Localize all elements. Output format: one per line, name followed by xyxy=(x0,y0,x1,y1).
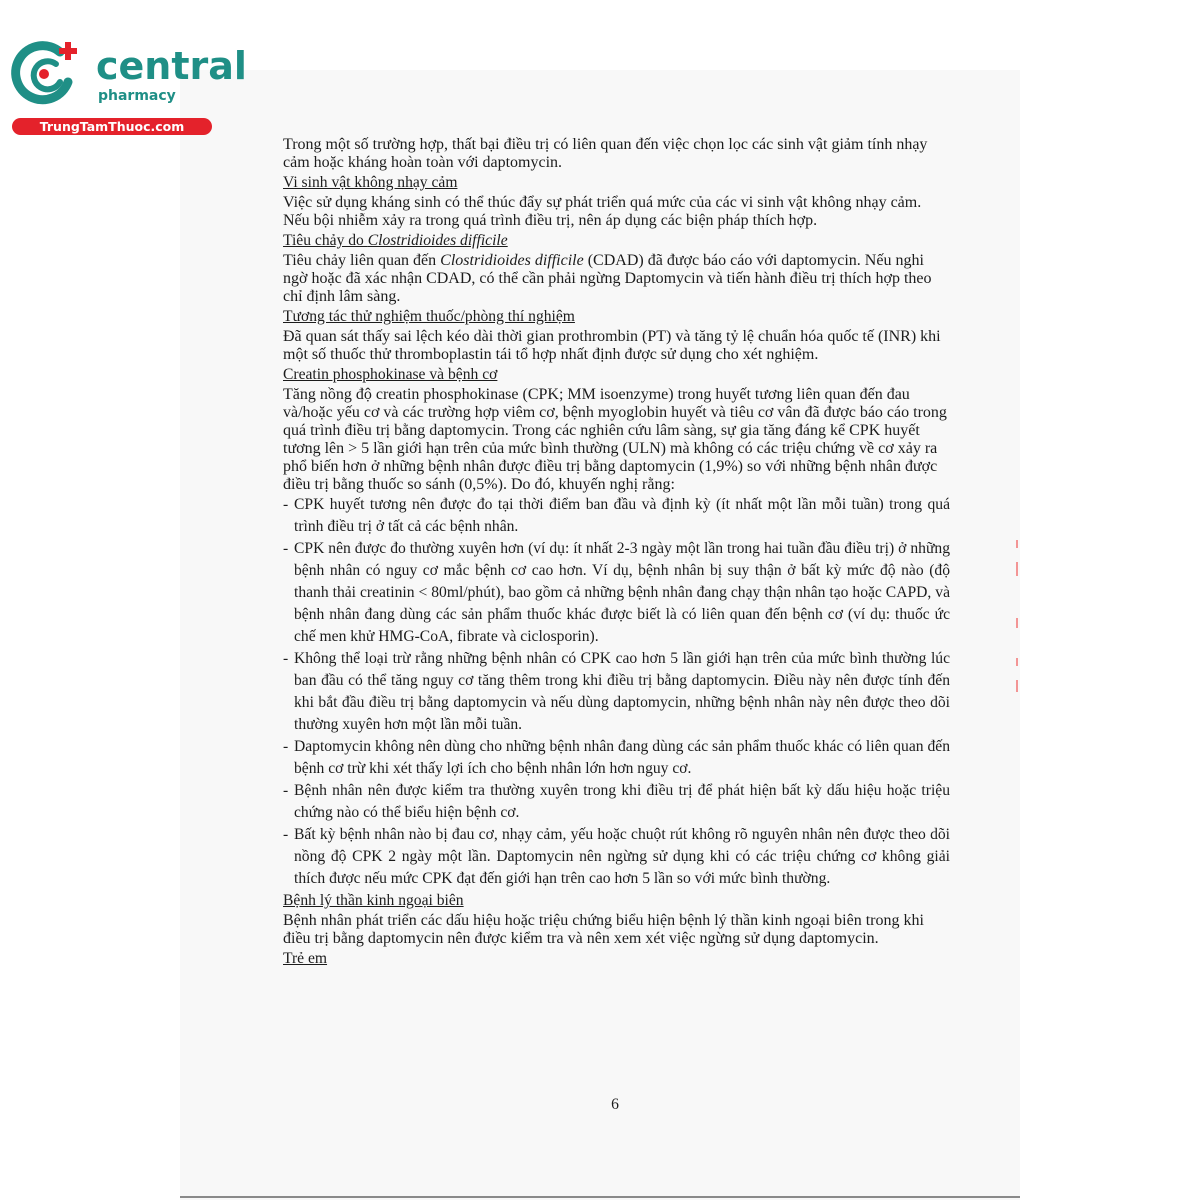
text-run: Tiêu chảy liên quan đến xyxy=(283,252,441,269)
text-run: Creatin phosphokinase và bệnh cơ xyxy=(283,366,498,383)
list-item xyxy=(283,494,950,538)
text-run: Bệnh nhân phát triển các dấu hiệu hoặc triệu chứng biểu hiện bệnh lý thần kinh ngoại biên trong khi điều trị bằng daptomycin nên được kiểm tra và nên xem xét việc ngừng sử dụng daptomycin. xyxy=(283,912,924,947)
logo-site-banner: TrungTamThuoc.com xyxy=(12,118,212,135)
text-run: Bệnh lý thần kinh ngoại biên xyxy=(283,892,464,909)
edge-stamp-marks xyxy=(1014,540,1022,700)
text-run: Tương tác thử nghiệm thuốc/phòng thí nghiệm xyxy=(283,308,575,325)
list-item-text: Bất kỳ bệnh nhân nào bị đau cơ, nhạy cảm, yếu hoặc chuột rút không rõ nguyên nhân nên được theo dõi nồng độ CPK 2 ngày một lần. Daptomycin nên ngừng sử dụng khi có các triệu chứng cơ không giải thích được nếu mức CPK đạt đến giới hạn trên cao hơn 5 lần so với mức bình thường. xyxy=(294,826,950,887)
list-item xyxy=(283,736,950,780)
section-heading xyxy=(283,364,950,386)
page-number: 6 xyxy=(611,1096,619,1113)
document-body xyxy=(283,136,950,970)
list-dash: - xyxy=(283,738,289,755)
italic-term: Clostridioides difficile xyxy=(440,252,584,269)
paragraph xyxy=(283,328,950,364)
section-heading xyxy=(283,230,950,252)
list-dash: - xyxy=(283,782,289,799)
list-dash: - xyxy=(283,540,289,557)
section-heading xyxy=(283,172,950,194)
text-run: Trẻ em xyxy=(283,950,328,967)
paragraph xyxy=(283,136,950,172)
list-dash: - xyxy=(283,496,289,513)
section-heading xyxy=(283,948,950,970)
paragraph xyxy=(283,252,950,306)
list-item xyxy=(283,824,950,890)
central-pharmacy-logo xyxy=(10,38,247,138)
list-item xyxy=(283,538,950,648)
list-item-text: Bệnh nhân nên được kiểm tra thường xuyên trong khi điều trị để phát hiện bất kỳ dấu hiệu hoặc triệu chứng nào có thể biểu hiện bệnh cơ. xyxy=(294,782,950,821)
list-item xyxy=(283,780,950,824)
text-run: Tăng nồng độ creatin phosphokinase (CPK; MM isoenzyme) trong huyết tương liên quan đến đau và/hoặc yếu cơ và các trường hợp viêm cơ, bệnh myoglobin huyết và tiêu cơ vân đã được báo cáo trong quá trình điều trị bằng daptomycin. Trong các nghiên cứu lâm sàng, sự gia tăng đáng kể CPK huyết tương lên > 5 lần giới hạn trên của mức bình thường (ULN) mà không có các triệu chứng về cơ xảy ra phổ biến hơn ở những bệnh nhân được điều trị bằng daptomycin (1,9%) so với những bệnh nhân được điều trị bằng thuốc so sánh (0,5%). Do đó, khuyến nghị rằng: xyxy=(283,386,947,493)
list-dash: - xyxy=(283,826,289,843)
section-heading xyxy=(283,890,950,912)
text-run: Đã quan sát thấy sai lệch kéo dài thời gian prothrombin (PT) và tăng tỷ lệ chuẩn hóa quốc tế (INR) khi một số thuốc thử thromboplastin tái tổ hợp nhất định được sử dụng cho xét nghiệm. xyxy=(283,328,941,363)
logo-sub-text: pharmacy xyxy=(98,88,176,104)
list-item-text: Daptomycin không nên dùng cho những bệnh nhân đang dùng các sản phẩm thuốc khác có liên quan đến bệnh cơ trừ khi xét thấy lợi ích cho bệnh nhân lớn hơn nguy cơ. xyxy=(294,738,950,777)
logo-brand-text: central xyxy=(96,44,247,88)
text-run: Tiêu chảy do xyxy=(283,232,368,249)
text-run: Vi sinh vật không nhạy cảm xyxy=(283,174,458,191)
list-item-text: CPK huyết tương nên được đo tại thời điểm ban đầu và định kỳ (ít nhất một lần mỗi tuần) trong quá trình điều trị ở tất cả các bệnh nhân. xyxy=(294,496,950,535)
list-item xyxy=(283,648,950,736)
paragraph xyxy=(283,912,950,948)
paragraph xyxy=(283,194,950,230)
bullet-list xyxy=(283,494,950,890)
list-item-text: Không thể loại trừ rằng những bệnh nhân có CPK cao hơn 5 lần giới hạn trên của mức bình thường lúc ban đầu có thể tăng nguy cơ tăng thêm trong khi điều trị bằng daptomycin. Điều này nên được tính đến khi bắt đầu điều trị bằng daptomycin và nếu dùng daptomycin, những bệnh nhân này nên được theo dõi thường xuyên hơn một lần mỗi tuần. xyxy=(294,650,950,733)
text-run: Việc sử dụng kháng sinh có thể thúc đẩy sự phát triển quá mức của các vi sinh vật không nhạy cảm. Nếu bội nhiễm xảy ra trong quá trình điều trị, nên áp dụng các biện pháp thích hợp. xyxy=(283,194,922,229)
list-item-text: CPK nên được đo thường xuyên hơn (ví dụ: ít nhất 2-3 ngày một lần trong hai tuần đầu điều trị) ở những bệnh nhân có nguy cơ mắc bệnh cơ cao hơn. Ví dụ, bệnh nhân bị suy thận ở bất kỳ mức độ nào (độ thanh thải creatinin < 80ml/phút), bao gồm cả những bệnh nhân đang chạy thận nhân tạo hoặc CAPD, và bệnh nhân đang dùng các sản phẩm thuốc khác được biết là có liên quan đến bệnh cơ (ví dụ: thuốc ức chế men khử HMG-CoA, fibrate và ciclosporin). xyxy=(294,540,950,645)
text-run: Trong một số trường hợp, thất bại điều trị có liên quan đến việc chọn lọc các sinh vật giảm tính nhạy cảm hoặc kháng hoàn toàn với daptomycin. xyxy=(283,136,928,171)
text-run: (CDAD) đã được báo cáo với daptomycin. Nếu nghi ngờ hoặc đã xác nhận CDAD, có thể cần phải ngừng Daptomycin và tiến hành điều trị thích hợp theo chỉ định lâm sàng. xyxy=(283,252,932,305)
list-dash: - xyxy=(283,650,289,667)
pharmacy-logo-icon xyxy=(10,38,82,110)
scan-edge-line xyxy=(180,1196,1020,1198)
italic-term: Clostridioides difficile xyxy=(367,232,508,249)
paragraph xyxy=(283,386,950,494)
section-heading xyxy=(283,306,950,328)
